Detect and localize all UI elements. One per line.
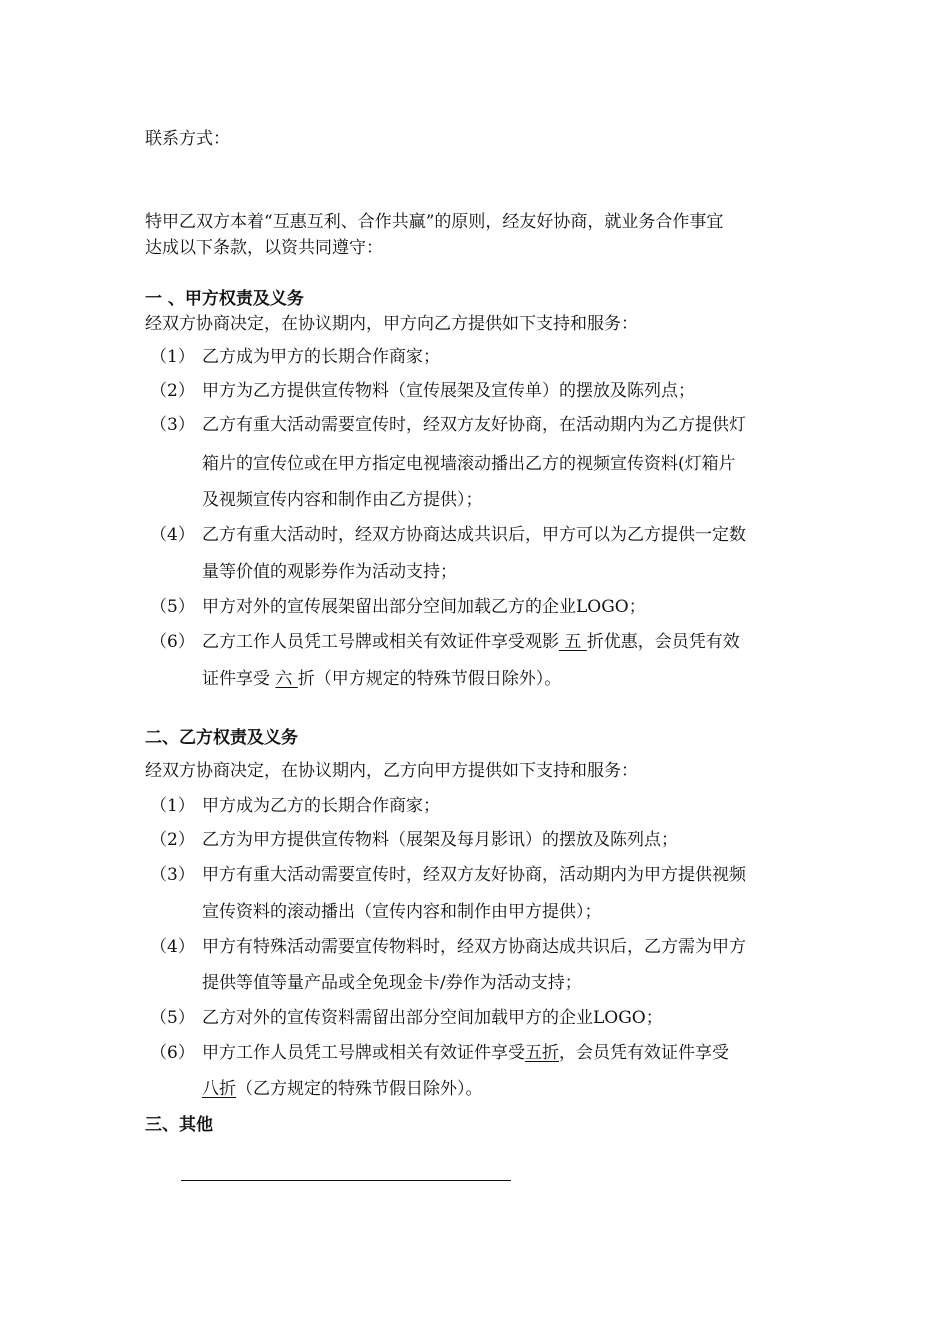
s1-item4-line1: 乙方有重大活动时，经双方协商达成共识后，甲方可以为乙方提供一定数 <box>202 525 746 545</box>
s2-item1-text: 甲方成为乙方的长期合作商家； <box>202 796 440 816</box>
s1-item3-line3: 及视频宣传内容和制作由乙方提供）； <box>202 490 483 510</box>
section3-title: 三、其他 <box>145 1115 213 1135</box>
section2-lead: 经双方协商决定，在协议期内，乙方向甲方提供如下支持和服务： <box>145 761 638 781</box>
s2-item6-line1-b: ，会员凭有效证件享受 <box>559 1043 729 1063</box>
s1-item6-line2-b: 折（甲方规定的特殊节假日除外）。 <box>297 669 562 689</box>
section2-title: 二、乙方权责及义务 <box>145 728 298 748</box>
s1-item6-discount-member: 六 <box>275 669 298 689</box>
s1-item3-line1: 乙方有重大活动需要宣传时，经双方友好协商，在活动期内为乙方提供灯 <box>202 415 746 435</box>
s2-item6-line1-a: 甲方工作人员凭工号牌或相关有效证件享受 <box>202 1043 525 1063</box>
s2-item6-line1 <box>202 1042 729 1064</box>
s2-item6-line2 <box>202 1078 483 1100</box>
s2-item4-num: （4） <box>150 937 195 957</box>
s1-item6-line2 <box>202 668 561 690</box>
section1-lead: 经双方协商决定，在协议期内，甲方向乙方提供如下支持和服务： <box>145 314 638 334</box>
section1-title: 一 、甲方权责及义务 <box>145 289 304 309</box>
s2-item2-num: （2） <box>150 830 195 850</box>
s1-item4-line2: 量等价值的观影券作为活动支持； <box>202 562 457 582</box>
s1-item4-num: （4） <box>150 525 195 545</box>
s2-item6-line2-b: （乙方规定的特殊节假日除外）。 <box>236 1079 483 1099</box>
s1-item6-line1-b: 折优惠，会员凭有效 <box>586 632 740 652</box>
s1-item6-num: （6） <box>150 632 195 652</box>
s1-item1-num: （1） <box>150 347 195 367</box>
s2-item4-line2: 提供等值等量产品或全免现金卡/券作为活动支持； <box>202 973 582 993</box>
s1-item1-text: 乙方成为甲方的长期合作商家； <box>202 347 440 367</box>
intro-line-1: 特甲乙双方本着“互惠互利、合作共赢”的原则，经友好协商，就业务合作事宜 <box>145 212 724 232</box>
contact-label: 联系方式： <box>145 129 230 149</box>
blank-fill-line <box>181 1180 511 1181</box>
s1-item6-line1 <box>202 631 740 653</box>
intro-line-2: 达成以下条款，以资共同遵守： <box>145 238 383 258</box>
s2-item2-text: 乙方为甲方提供宣传物料（展架及每月影讯）的摆放及陈列点； <box>202 830 678 850</box>
s2-item5-num: （5） <box>150 1008 195 1028</box>
s2-item6-num: （6） <box>150 1043 195 1063</box>
s1-item6-discount-staff: 五 <box>559 632 587 652</box>
s2-item4-line1: 甲方有特殊活动需要宣传物料时，经双方协商达成共识后，乙方需为甲方 <box>202 937 746 957</box>
s2-item5-text: 乙方对外的宣传资料需留出部分空间加载甲方的企业LOGO； <box>202 1008 663 1028</box>
s2-item3-line1: 甲方有重大活动需要宣传时，经双方友好协商，活动期内为甲方提供视频 <box>202 865 746 885</box>
s1-item5-text: 甲方对外的宣传展架留出部分空间加载乙方的企业LOGO； <box>202 597 646 617</box>
s1-item6-line1-a: 乙方工作人员凭工号牌或相关有效证件享受观影 <box>202 632 559 652</box>
s1-item6-line2-a: 证件享受 <box>202 669 276 689</box>
s2-item6-discount-member: 八折 <box>202 1079 236 1099</box>
s1-item2-text: 甲方为乙方提供宣传物料（宣传展架及宣传单）的摆放及陈列点； <box>202 381 695 401</box>
s2-item1-num: （1） <box>150 796 195 816</box>
s1-item3-num: （3） <box>150 415 195 435</box>
s2-item6-discount-staff: 五折 <box>525 1043 559 1063</box>
s2-item3-line2: 宣传资料的滚动播出（宣传内容和制作由甲方提供）； <box>202 902 602 922</box>
s2-item3-num: （3） <box>150 865 195 885</box>
s1-item2-num: （2） <box>150 381 195 401</box>
s1-item3-line2: 箱片的宣传位或在甲方指定电视墙滚动播出乙方的视频宣传资料(灯箱片 <box>202 454 736 474</box>
s1-item5-num: （5） <box>150 597 195 617</box>
